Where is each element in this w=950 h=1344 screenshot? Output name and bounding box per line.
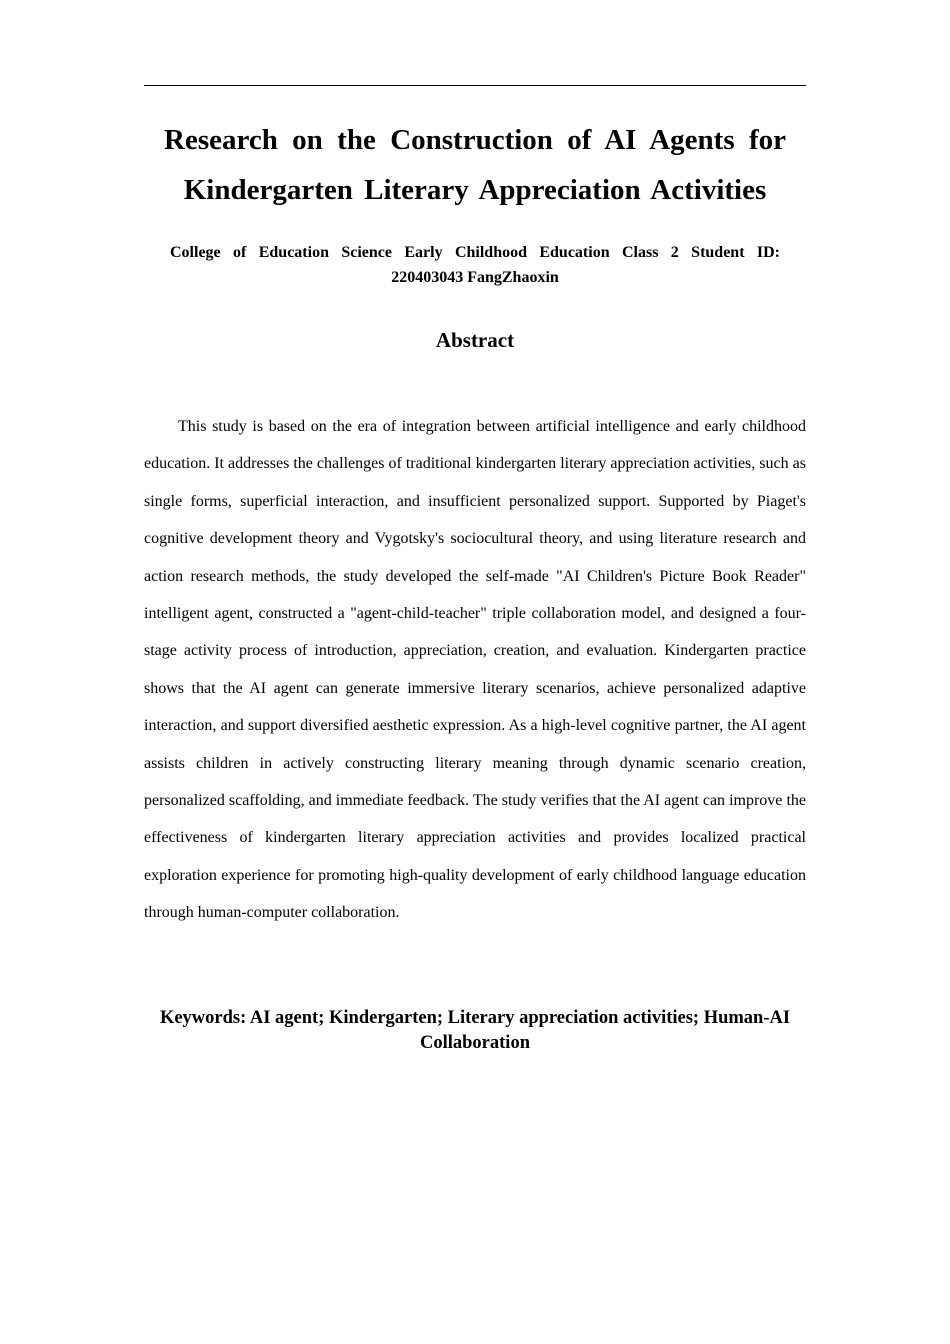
title-line-2: Kindergarten Literary Appreciation Activities — [183, 174, 767, 206]
author-line-1: College of Education Science Early Childhood Education Class 2 Student ID: — [170, 244, 780, 261]
keywords: Keywords: AI agent; Kindergarten; Literary appreciation activities; Human-AI Collaboration — [159, 1008, 791, 1053]
author-line-2: 220403043 FangZhaoxin — [391, 269, 559, 286]
author-info — [144, 240, 806, 290]
abstract-heading: Abstract — [435, 328, 515, 352]
paper-title — [144, 115, 806, 215]
abstract-body: This study is based on the era of integration between artificial intelligence and early childhood education. It addresses the challenges of traditional kindergarten literary appreciation activities, such as single forms, superficial interaction, and insufficient personalized support. Supported by Piaget's cognitive development theory and Vygotsky's sociocultural theory, and using literature research and action research methods, the study developed the self-made "AI Children's Picture Book Reader" intelligent agent, constructed a "agent-child-teacher" triple collaboration model, and designed a four-stage activity process of introduction, appreciation, creation, and evaluation. Kindergarten practice shows that the AI agent can generate immersive literary scenarios, achieve personalized adaptive interaction, and support diversified aesthetic expression. As a high-level cognitive partner, the AI agent assists children in actively constructing literary meaning through dynamic scenario creation, personalized scaffolding, and immediate feedback. The study verifies that the AI agent can improve the effectiveness of kindergarten literary appreciation activities and provides localized practical exploration experience for promoting high-quality development of early childhood language education through human-computer collaboration. — [144, 418, 806, 922]
title-line-1: Research on the Construction of AI Agents for — [164, 124, 786, 156]
header-rule — [144, 85, 806, 86]
